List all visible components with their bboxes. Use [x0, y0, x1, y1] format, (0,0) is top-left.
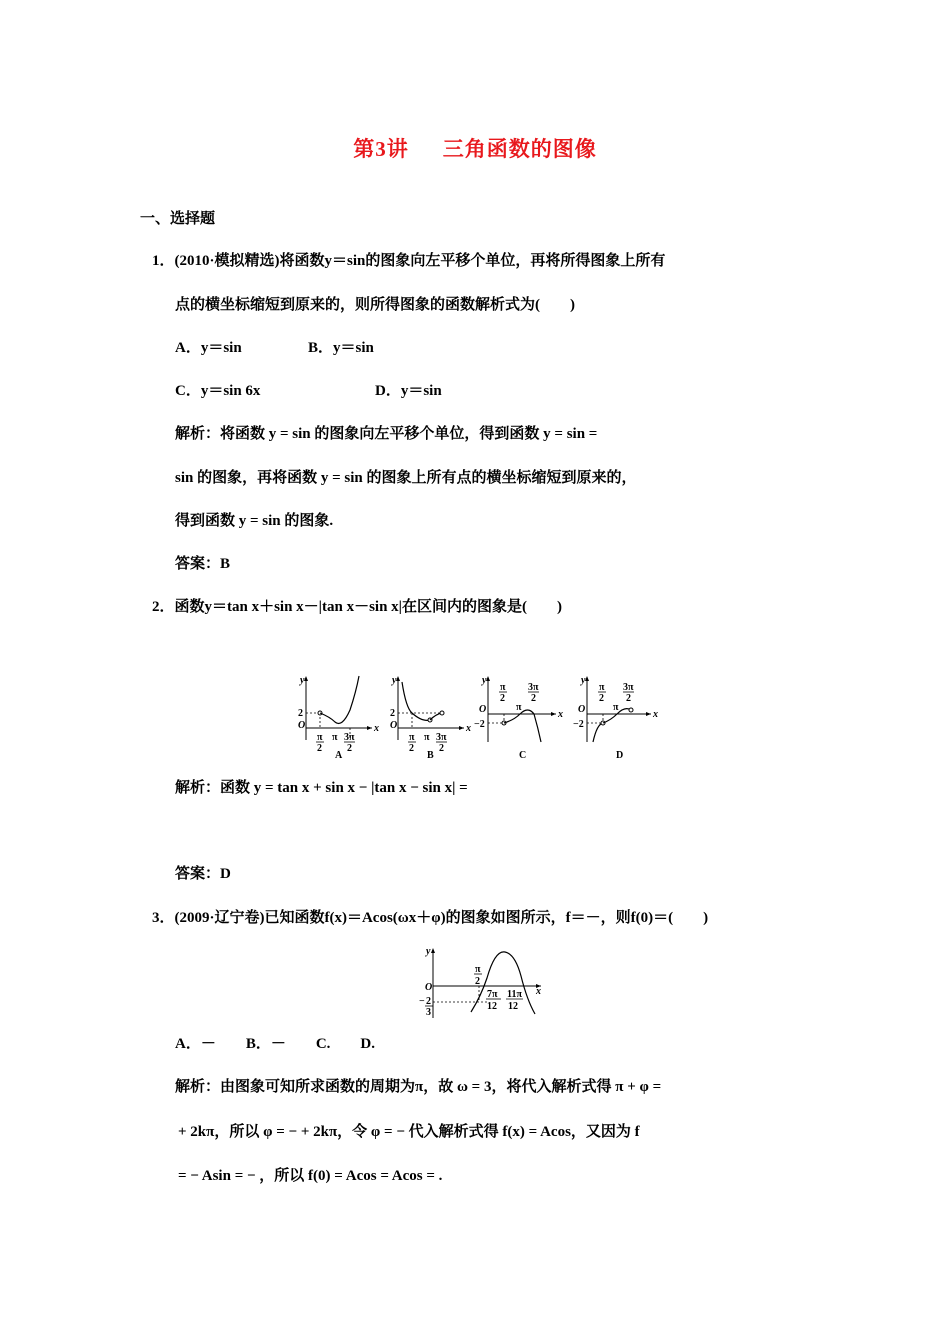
- svg-text:2: 2: [475, 976, 480, 987]
- graph-b-x-label: x: [466, 723, 471, 734]
- svg-text:2: 2: [626, 693, 631, 704]
- graph-c-x-label: x: [558, 709, 563, 720]
- q3-line1: 3．(2009·辽宁卷)已知函数f(x)＝Acos(ωx＋φ)的图象如图所示，f＝－，则f(0)＝( ): [152, 910, 709, 926]
- q3-cosine-graph: [415, 942, 550, 1022]
- svg-text:2: 2: [390, 708, 395, 719]
- svg-text:2: 2: [409, 743, 414, 754]
- svg-text:2: 2: [298, 708, 303, 719]
- q3-x-label: x: [536, 986, 541, 997]
- graph-c-origin: O: [479, 704, 487, 715]
- svg-text:3π: 3π: [623, 682, 634, 693]
- svg-text:3π: 3π: [528, 682, 539, 693]
- q1-answer: 答案：B: [175, 556, 231, 572]
- q1-line1: 1．(2010·模拟精选)将函数y＝sin的图象向左平移个单位，再将所得图象上所有: [152, 253, 666, 269]
- q1-line2: 点的横坐标缩短到原来的，则所得图象的函数解析式为( ): [175, 297, 575, 313]
- q1-option-c: C．y＝sin 6x: [175, 383, 261, 399]
- q3-options: A．－ B．－ C. D.: [175, 1036, 376, 1052]
- graph-d-x-label: x: [653, 709, 658, 720]
- svg-text:2: 2: [347, 743, 352, 754]
- graph-b-y-label: y: [392, 675, 397, 686]
- q1-solution-line1: 解析：将函数 y = sin 的图象向左平移个单位，得到函数 y = sin =: [175, 426, 598, 442]
- lecture-number: 第3讲: [353, 137, 409, 161]
- graph-b: [390, 675, 471, 761]
- graph-d-origin: O: [578, 704, 586, 715]
- lecture-name: 三角函数的图像: [442, 137, 597, 161]
- svg-text:π: π: [500, 682, 506, 693]
- graph-d-label: D: [616, 750, 624, 761]
- svg-text:−2: −2: [474, 719, 485, 730]
- svg-text:2: 2: [599, 693, 604, 704]
- svg-text:π: π: [332, 732, 338, 743]
- graph-a: [298, 675, 379, 761]
- q1-solution-line3: 得到函数 y = sin 的图象.: [175, 513, 334, 529]
- svg-text:−: −: [419, 996, 425, 1007]
- q2-solution-line1: 解析：函数 y = tan x + sin x − |tan x − sin x| =: [175, 780, 468, 796]
- svg-text:π: π: [475, 964, 481, 975]
- q3-origin: O: [425, 982, 433, 993]
- q3-solution-line2: + 2kπ，所以 φ = − + 2kπ，令 φ = − 代入解析式得 f(x) = Acos，又因为 f: [178, 1124, 640, 1140]
- page-title: [0, 133, 950, 163]
- graph-c-label: C: [519, 750, 527, 761]
- svg-text:3π: 3π: [344, 732, 355, 743]
- graph-a-y-label: y: [300, 675, 305, 686]
- q1-option-d: D．y＝sin: [375, 383, 442, 399]
- q2-answer: 答案：D: [175, 866, 231, 882]
- svg-text:11π: 11π: [507, 989, 522, 1000]
- svg-text:3: 3: [426, 1007, 431, 1018]
- graph-b-origin: O: [390, 720, 398, 731]
- graph-c-y-label: y: [482, 675, 487, 686]
- q2-line1: 2．函数y＝tan x＋sin x－|tan x－sin x|在区间内的图象是( ): [152, 599, 562, 615]
- q1-option-b: B．y＝sin: [308, 340, 374, 356]
- svg-text:2: 2: [426, 996, 431, 1007]
- svg-text:2: 2: [500, 693, 505, 704]
- q1-solution-line2: sin 的图象，再将函数 y = sin 的图象上所有点的横坐标缩短到原来的，: [175, 470, 637, 486]
- svg-text:7π: 7π: [487, 989, 498, 1000]
- graph-c: [474, 675, 563, 761]
- svg-text:π: π: [599, 682, 605, 693]
- graph-d-y-label: y: [581, 675, 586, 686]
- svg-text:−2: −2: [573, 719, 584, 730]
- svg-text:2: 2: [317, 743, 322, 754]
- q3-solution-line1: 解析：由图象可知所求函数的周期为π，故 ω = 3，将代入解析式得 π + φ =: [175, 1079, 662, 1095]
- svg-text:12: 12: [508, 1001, 518, 1012]
- q3-y-label: y: [426, 946, 431, 957]
- svg-text:π: π: [409, 732, 415, 743]
- q2-option-graphs: [290, 670, 660, 765]
- section-heading: 一、选择题: [140, 211, 216, 227]
- svg-text:π: π: [424, 732, 430, 743]
- svg-text:π: π: [317, 732, 323, 743]
- svg-text:2: 2: [439, 743, 444, 754]
- graph-b-label: B: [427, 750, 434, 761]
- graph-d: [573, 675, 658, 761]
- svg-text:π: π: [516, 702, 522, 713]
- svg-text:2: 2: [531, 693, 536, 704]
- q3-solution-line3: = − Asin = − ，所以 f(0) = Acos = Acos = .: [178, 1168, 443, 1184]
- svg-text:3π: 3π: [436, 732, 447, 743]
- q1-option-a: A．y＝sin: [175, 340, 242, 356]
- graph-a-x-label: x: [374, 723, 379, 734]
- graph-a-label: A: [335, 750, 343, 761]
- svg-text:12: 12: [487, 1001, 497, 1012]
- svg-text:π: π: [613, 702, 619, 713]
- graph-a-origin: O: [298, 720, 306, 731]
